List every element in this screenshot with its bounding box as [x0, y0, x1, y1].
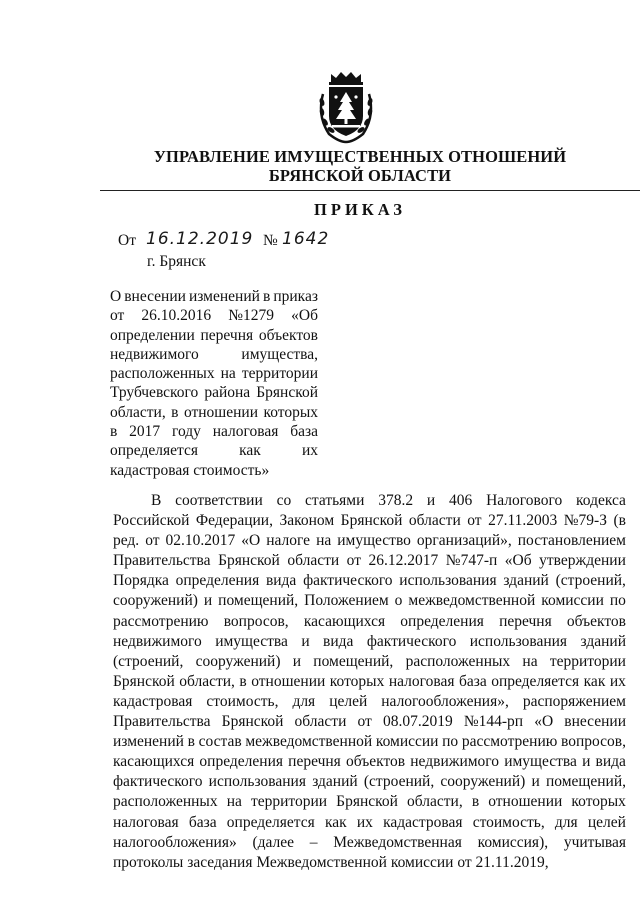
- body-line: Российской Федерации, Законом Брянской области от 27.11.2003 №79-З (в: [113, 512, 626, 530]
- coat-of-arms-icon: [313, 72, 379, 144]
- body-line: ред. от 02.10.2017 «О налоге на имущество организаций», постановлением: [113, 532, 626, 550]
- organization-region: БРЯНСКОЙ ОБЛАСТИ: [268, 166, 452, 185]
- body-line: недвижимого имущества и вида фактического использования зданий: [113, 632, 626, 650]
- body-line: Правительства Брянской области от 08.07.2019 №144-рп «О внесении: [113, 713, 626, 731]
- order-date: 16.12.2019: [146, 229, 254, 249]
- body-line: Порядка определения вида фактического использования зданий (строений,: [113, 572, 626, 590]
- body-line: рассмотрению вопросов, касающихся определения перечня объектов: [113, 612, 626, 630]
- order-preamble: [113, 491, 626, 873]
- subject-line: недвижимого имущества,: [110, 345, 318, 363]
- subject-line: в 2017 году налоговая база: [110, 423, 318, 441]
- subject-line: определяется как их: [110, 442, 318, 460]
- document-title: ПРИКАЗ: [314, 200, 406, 219]
- body-line: Брянской области, в отношении которых налоговая база определяется как их: [113, 672, 626, 690]
- subject-line: от 26.10.2016 №1279 «Об: [110, 307, 318, 325]
- body-line: расположенных на территории Брянской области, в отношении которых: [113, 793, 626, 811]
- body-line: Правительства Брянской области от 26.12.2017 №747-п «Об утверждении: [113, 552, 626, 570]
- number-label: №: [263, 232, 278, 249]
- header-divider: [100, 190, 640, 191]
- body-line: налоговая база определяется как их кадастровая стоимость, для целей: [113, 813, 626, 831]
- subject-line: определении перечня объектов: [110, 326, 318, 344]
- body-line: касающихся определения перечня объектов недвижимого имущества и вида: [113, 753, 626, 771]
- city: г. Брянск: [147, 253, 206, 270]
- body-line: сооружений) и помещений, Положением о межведомственной комиссии по: [113, 592, 626, 610]
- body-line: В соответствии со статьями 378.2 и 406 Налогового кодекса: [151, 492, 626, 509]
- subject-line: расположенных на территории: [110, 365, 318, 383]
- body-line: кадастровая стоимость, для целей налогообложения», распоряжением: [113, 692, 626, 710]
- body-line: налогообложения» (далее – Межведомственная комиссия), учитывая: [113, 833, 626, 851]
- body-line: (строений, сооружений) и помещений, расположенных на территории: [113, 652, 626, 670]
- subject-line: Трубчевского района Брянской: [110, 384, 318, 402]
- organization-name: УПРАВЛЕНИЕ ИМУЩЕСТВЕННЫХ ОТНОШЕНИЙ: [153, 147, 567, 166]
- body-line: фактического использования зданий (строений, сооружений) и помещений,: [113, 773, 626, 791]
- subject-line: области, в отношении которых: [110, 403, 318, 421]
- order-subject: [110, 287, 318, 480]
- subject-line: О внесении изменений в приказ: [110, 288, 318, 305]
- body-line: протоколы заседания Межведомственной комиссии от 21.11.2019,: [113, 853, 549, 871]
- body-line: изменений в состав межведомственной комиссии по рассмотрению вопросов,: [113, 733, 626, 751]
- date-label: От: [118, 232, 136, 249]
- order-number: 1642: [282, 229, 330, 249]
- subject-line: кадастровая стоимость»: [110, 461, 270, 479]
